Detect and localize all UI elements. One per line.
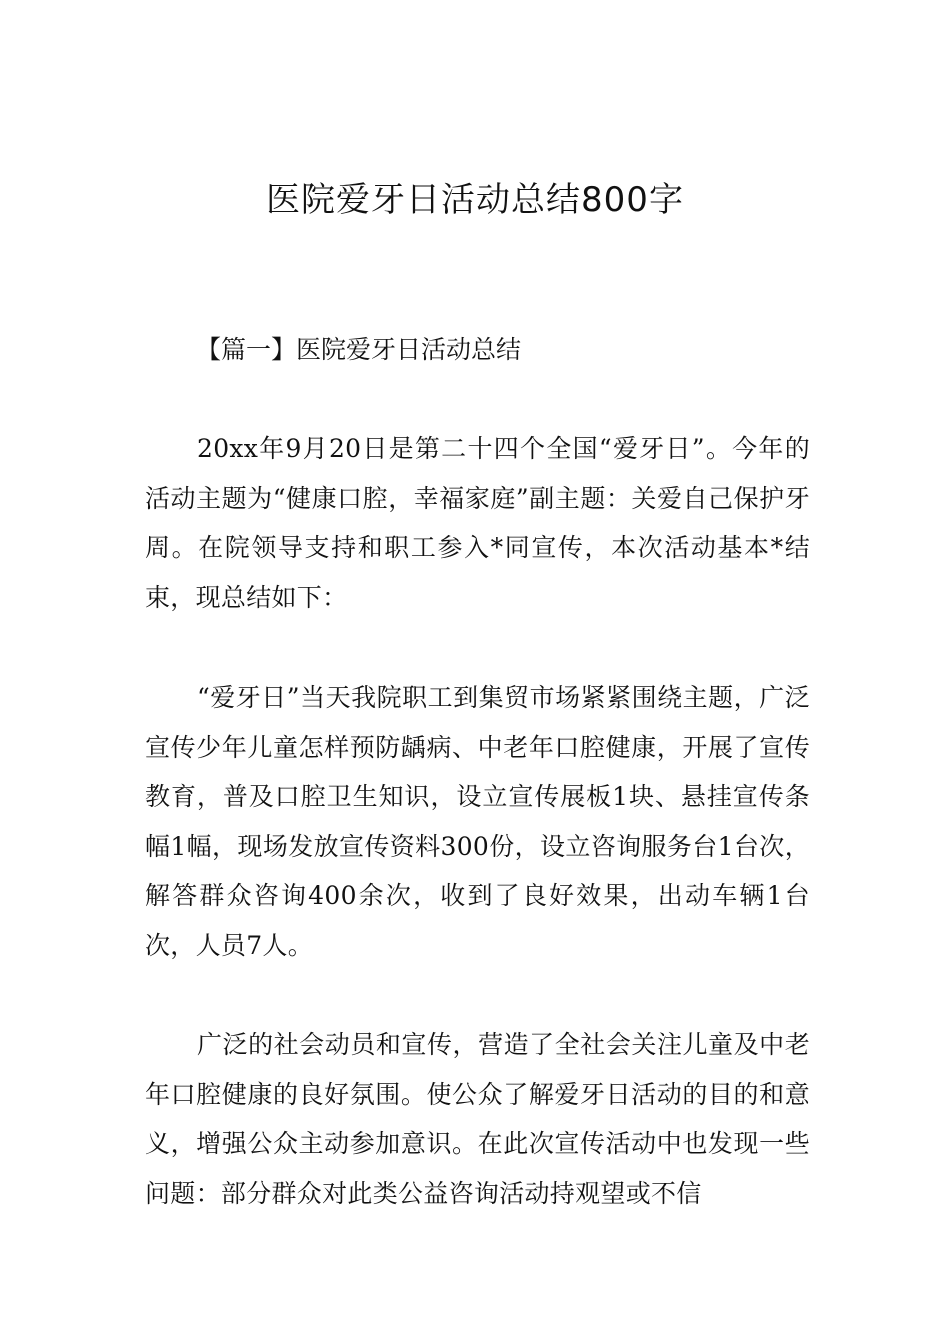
section-heading: 【篇一】医院爱牙日活动总结 — [196, 335, 522, 364]
paragraph-1: 20xx年9月20日是第二十四个全国“爱牙日”。今年的活动主题为“健康口腔，幸福家庭”副主题：关爱自己保护牙周。在院领导支持和职工参入*同宣传，本次活动基本*结束，现总结如下： — [145, 434, 810, 612]
paragraph-2: “爱牙日”当天我院职工到集贸市场紧紧围绕主题，广泛宣传少年儿童怎样预防龋病、中老年口腔健康，开展了宣传教育，普及口腔卫生知识，设立宣传展板1块、悬挂宣传条幅1幅，现场发放宣传资料300份，设立咨询服务台1台次，解答群众咨询400余次，收到了良好效果，出动车辆1台次，人员7人。 — [145, 683, 810, 960]
paragraph-3: 广泛的社会动员和宣传，营造了全社会关注儿童及中老年口腔健康的良好氛围。使公众了解爱牙日活动的目的和意义，增强公众主动参加意识。在此次宣传活动中也发现一些问题：部分群众对此类公益咨询活动持观望或不信 — [145, 1030, 810, 1208]
document-title: 医院爱牙日活动总结800字 — [266, 180, 684, 220]
